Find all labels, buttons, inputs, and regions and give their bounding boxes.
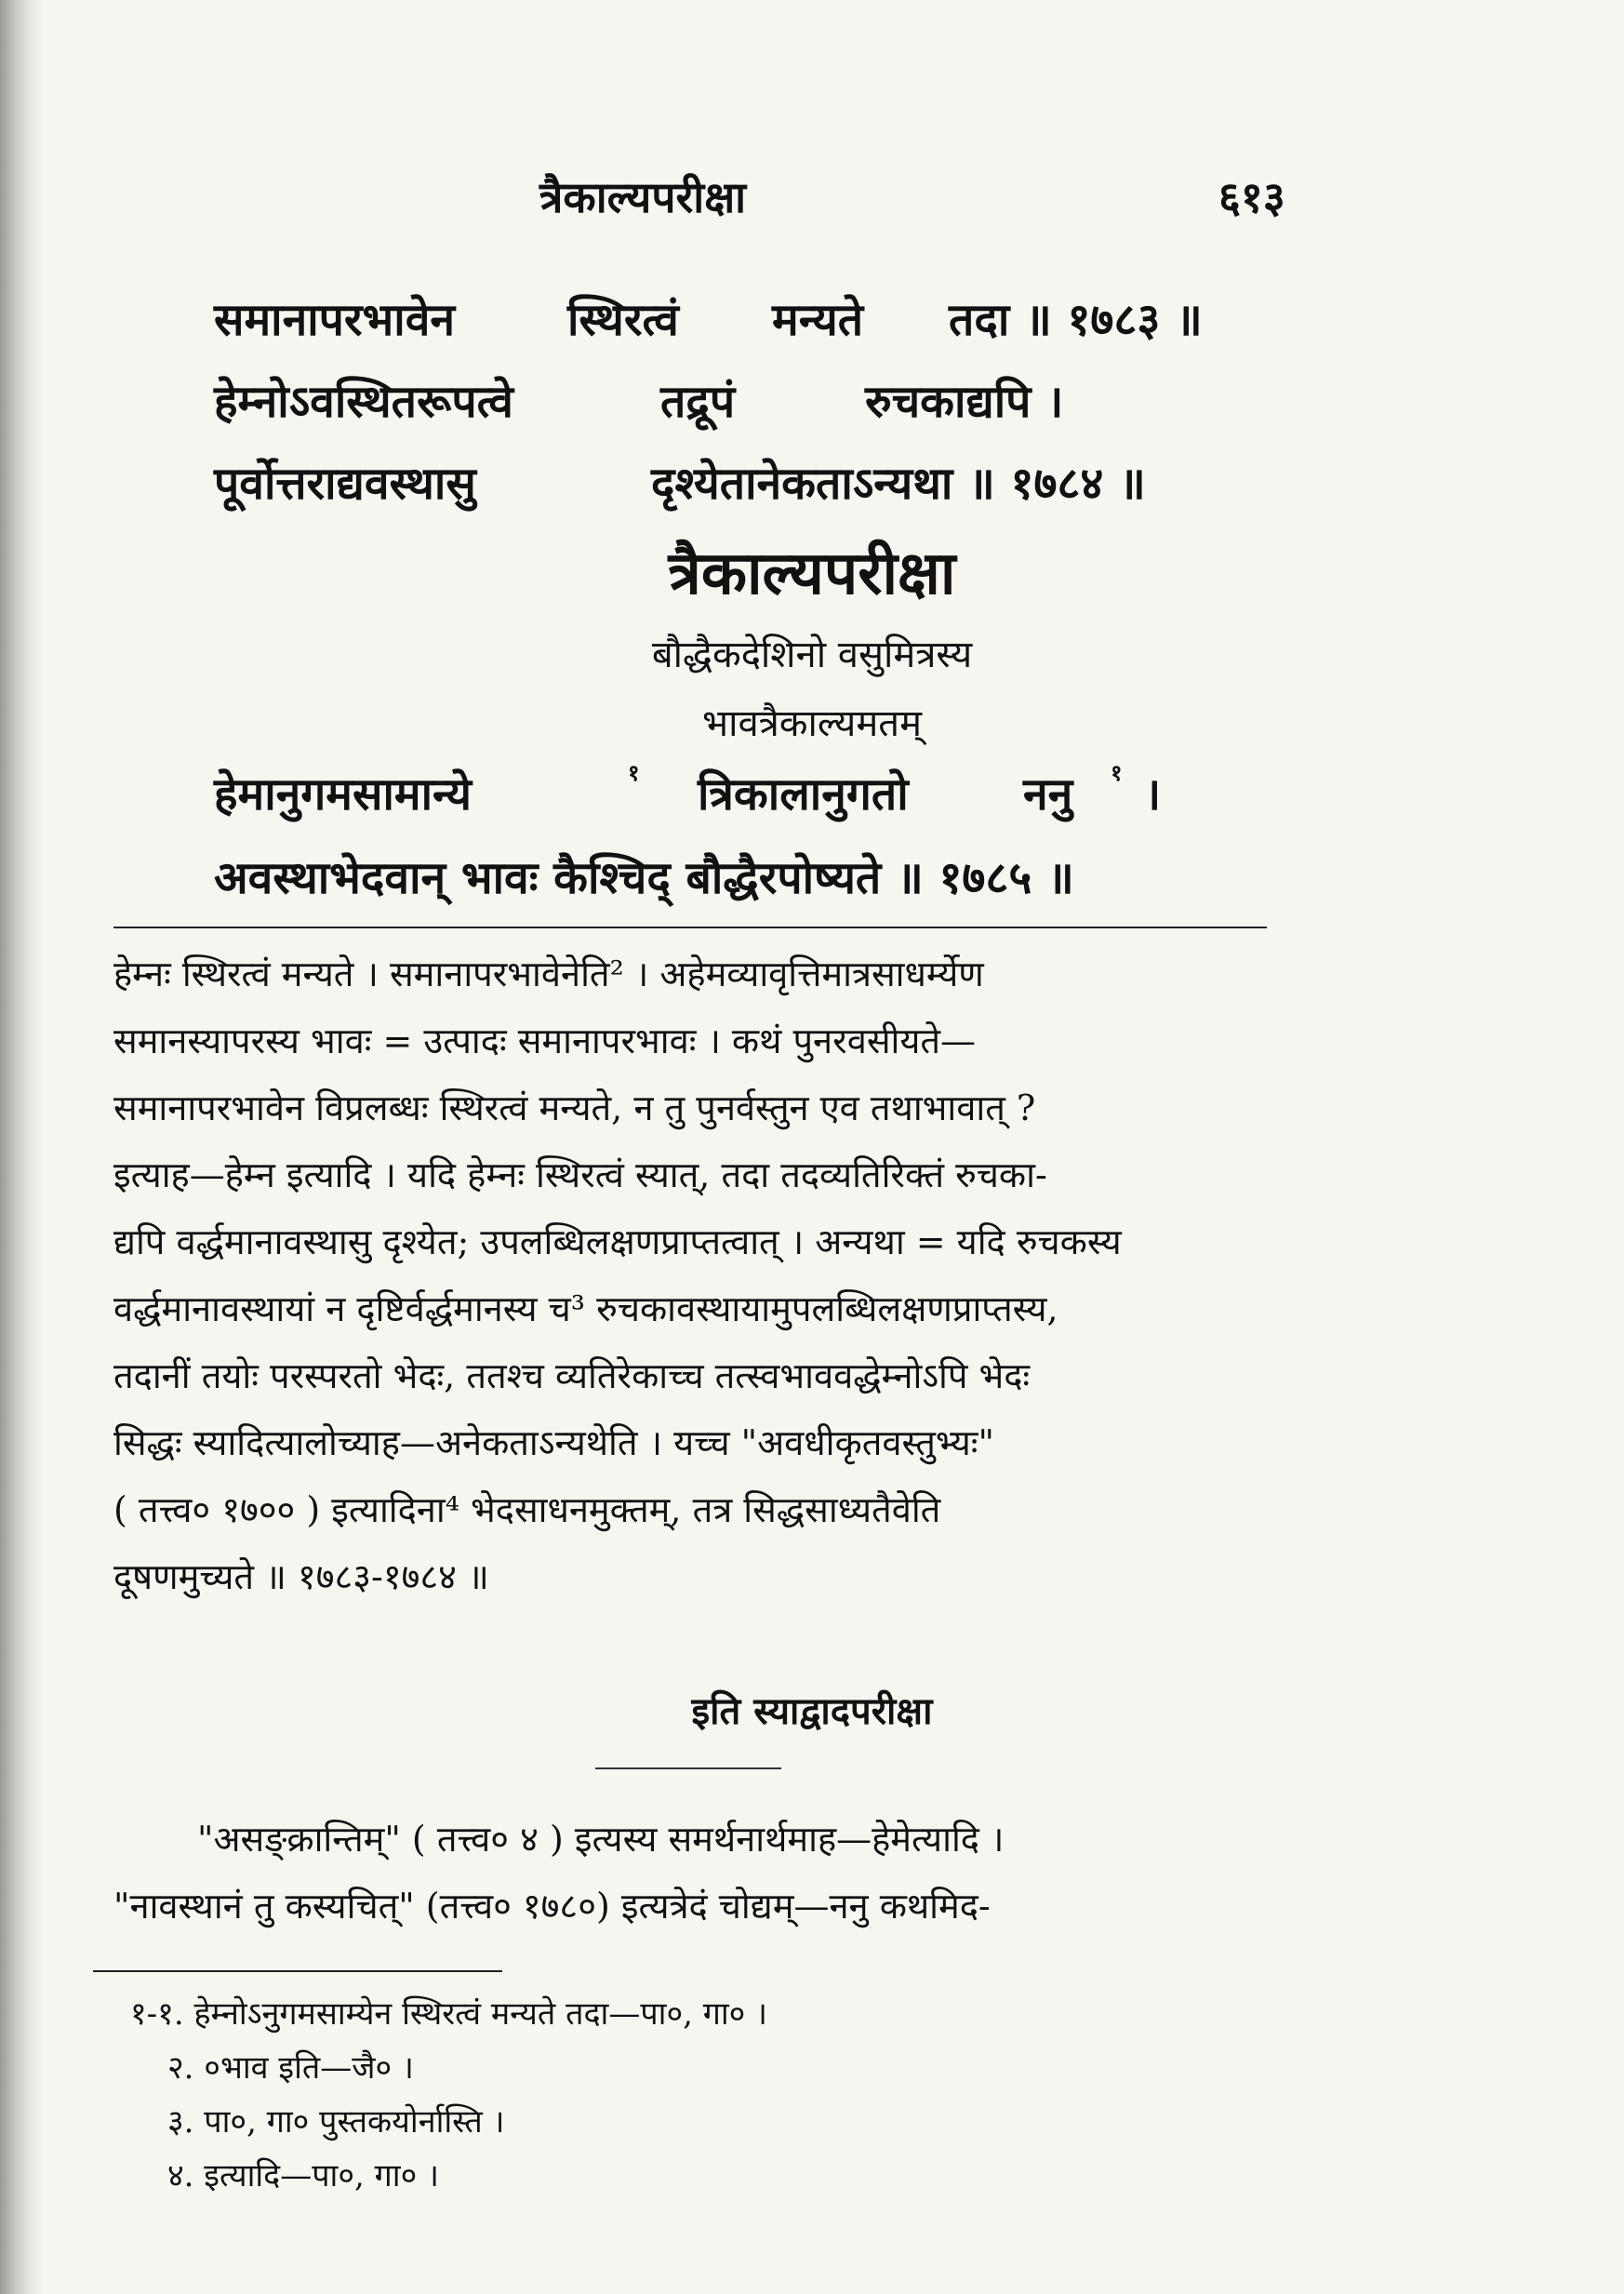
verse-segment: दृश्येतानेकताऽन्यथा ॥ १७८४ ॥ <box>651 458 1146 510</box>
section-title: त्रैकाल्यपरीक्षा <box>668 539 956 608</box>
commentary-line: द्यपि वर्द्धमानावस्थासु दृश्येत; उपलब्धिलक्षणप्राप्तत्वात् । अन्यथा = यदि रुचकस्य <box>113 1221 1122 1262</box>
verse-segment: रुचकाद्यपि । <box>865 376 1064 428</box>
commentary-line: "नावस्थानं तु कस्यचित्" (तत्त्व० १७८०) इत्यत्रेदं चोद्यम्—ननु कथमिद- <box>113 1886 991 1927</box>
verse-line <box>214 847 1265 902</box>
commentary-line: समानापरभावेन विप्रलब्धः स्थिरत्वं मन्यते, न तु पुनर्वस्तुन एव तथाभावात् ? <box>113 1087 1036 1128</box>
footnote: १-१. हेम्नोऽनुगमसाम्येन स्थिरत्वं मन्यते तदा—पा०, गा० । <box>130 1995 768 2033</box>
commentary-line: दूषणमुच्यते ॥ १७८३-१७८४ ॥ <box>113 1556 489 1597</box>
verse-segment: मन्यते <box>772 294 864 346</box>
verse-segment: स्थिरत्वं <box>567 294 679 346</box>
commentary-line: समानस्यापरस्य भावः = उत्पादः समानापरभावः । कथं पुनरवसीयते— <box>113 1020 977 1061</box>
footnote-marker: १ <box>1111 759 1123 786</box>
verse-segment: त्रिकालानुगतो <box>698 768 909 820</box>
footnote: ३. पा०, गा० पुस्तकयोर्नास्ति । <box>167 2103 505 2141</box>
commentary-line: ( तत्त्व० १७०० ) इत्यादिना⁴ भेदसाधनमुक्तम्, तत्र सिद्धसाध्यतैवेति <box>113 1489 941 1530</box>
commentary-line: वर्द्धमानावस्थायां न दृष्टिर्वर्द्धमानस्य च³ रुचकावस्थायामुपलब्धिलक्षणप्राप्तस्य, <box>113 1288 1058 1329</box>
verse-line <box>214 288 1265 344</box>
section-subtitle: बौद्धैकदेशिनो वसुमित्रस्य <box>651 634 973 676</box>
page-number: ६१३ <box>1218 172 1285 222</box>
commentary-line: सिद्धः स्यादित्यालोच्याह—अनेकताऽन्यथेति । यच्च "अवधीकृतवस्तुभ्यः" <box>113 1422 994 1463</box>
commentary-block <box>113 1814 1267 1954</box>
verse-segment: तदा ॥ १७८३ ॥ <box>949 294 1203 346</box>
verse-segment: पूर्वोत्तराद्यवस्थासु <box>214 458 476 510</box>
footnote: ४. इत्यादि—पा०, गा० । <box>167 2157 439 2194</box>
verse-segment: समानापरभावेन <box>214 294 456 346</box>
verse-segment: ननु <box>1023 768 1073 820</box>
verse-segment: अवस्थाभेदवान् भावः कैश्चिद् बौद्धैरपोष्यते ॥ १७८५ ॥ <box>214 852 1074 904</box>
commentary-line: तदानीं तयोः परस्परतो भेदः, ततश्च व्यतिरेकाच्च तत्स्वभाववद्धेम्नोऽपि भेदः <box>113 1355 1031 1396</box>
commentary-line: "असङ्क्रान्तिम्" ( तत्त्व० ४ ) इत्यस्य समर्थनार्थमाह—हेमेत्यादि । <box>197 1819 1005 1860</box>
commentary-line: इत्याह—हेम्न इत्यादि । यदि हेम्नः स्थिरत्वं स्यात्, तदा तदव्यतिरिक्तं रुचका- <box>113 1154 1047 1195</box>
page-binding-shadow <box>0 0 43 2294</box>
footnote: २. ०भाव इति—जै० । <box>167 2049 414 2087</box>
verse-line <box>214 370 1265 426</box>
end-heading: इति स्याद्वादपरीक्षा <box>691 1689 933 1733</box>
verse-segment: तद्रूपं <box>660 376 736 428</box>
commentary-block <box>113 949 1267 1628</box>
footnote-marker: १ <box>628 759 640 786</box>
verse-segment: हेम्नोऽवस्थितरूपत्वे <box>214 376 513 428</box>
section-subtitle: भावत्रैकाल्यमतम् <box>702 702 922 745</box>
section-rule <box>113 927 1267 928</box>
verse-segment: हेमानुगमसामान्ये <box>214 768 473 820</box>
verse-segment: । <box>1144 768 1162 820</box>
verse-line <box>214 452 1265 508</box>
page-header <box>0 167 1624 242</box>
footnote-rule <box>93 1970 502 1972</box>
verse-line <box>214 759 1265 820</box>
commentary-line: हेम्नः स्थिरत्वं मन्यते । समानापरभावेनेति² । अहेमव्यावृत्तिमात्रसाधर्म्येण <box>113 954 984 994</box>
running-title: त्रैकाल्यपरीक्षा <box>539 172 747 222</box>
ornamental-divider <box>595 1767 781 1769</box>
